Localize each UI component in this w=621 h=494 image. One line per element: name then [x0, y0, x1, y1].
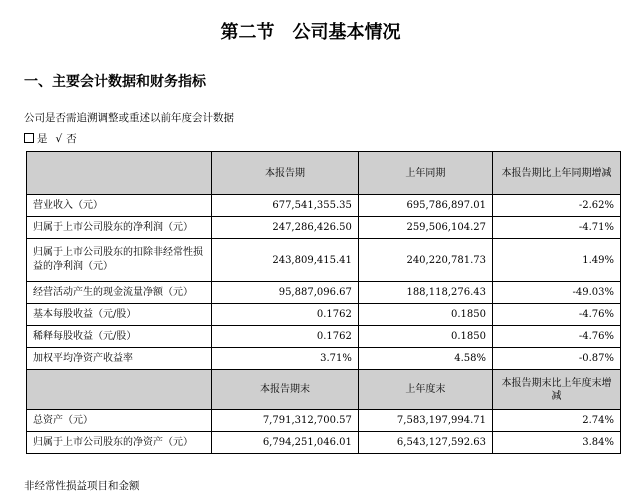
- cell-prior: 240,220,781.73: [358, 239, 492, 282]
- financial-data-table: [26, 151, 621, 454]
- cell-change: -49.03%: [492, 282, 620, 304]
- cell-change: -4.76%: [492, 304, 620, 326]
- row-label: 归属于上市公司股东的净利润（元）: [27, 217, 212, 239]
- sub-heading: 一、主要会计数据和财务指标: [24, 74, 206, 90]
- header-cell-change: 本报告期末比上年度末增减: [492, 370, 620, 410]
- header-cell-current: 本报告期末: [212, 370, 359, 410]
- cell-change: -2.62%: [492, 195, 620, 217]
- cell-current: 0.1762: [212, 304, 359, 326]
- footer-note: 非经常性损益项目和金额: [24, 480, 140, 492]
- header-cell-blank: [27, 370, 212, 410]
- row-label: 归属于上市公司股东的扣除非经常性损益的净利润（元）: [27, 239, 212, 282]
- cell-current: 95,887,096.67: [212, 282, 359, 304]
- cell-change: -4.76%: [492, 326, 620, 348]
- cell-change: 1.49%: [492, 239, 620, 282]
- table-row: [27, 239, 621, 282]
- cell-current: 7,791,312,700.57: [212, 410, 359, 432]
- cell-prior: 4.58%: [358, 348, 492, 370]
- row-label: 总资产（元）: [27, 410, 212, 432]
- cell-change: -4.71%: [492, 217, 620, 239]
- table-row: [27, 304, 621, 326]
- table-row: [27, 348, 621, 370]
- cell-prior: 0.1850: [358, 304, 492, 326]
- cell-current: 243,809,415.41: [212, 239, 359, 282]
- row-label: 稀释每股收益（元/股）: [27, 326, 212, 348]
- table-row: [27, 282, 621, 304]
- table-row: [27, 410, 621, 432]
- section-title: 第二节 公司基本情况: [220, 22, 401, 43]
- checkbox-icon: [24, 133, 34, 143]
- cell-change: -0.87%: [492, 348, 620, 370]
- cell-current: 6,794,251,046.01: [212, 432, 359, 454]
- cell-change: 3.84%: [492, 432, 620, 454]
- cell-change: 2.74%: [492, 410, 620, 432]
- row-label: 基本每股收益（元/股）: [27, 304, 212, 326]
- row-label: 归属于上市公司股东的净资产（元）: [27, 432, 212, 454]
- cell-current: 677,541,355.35: [212, 195, 359, 217]
- restatement-answer: [24, 131, 77, 146]
- check-mark: √: [55, 133, 63, 145]
- cell-prior: 259,506,104.27: [358, 217, 492, 239]
- table-header-row: [27, 370, 621, 410]
- header-cell-blank: [27, 152, 212, 195]
- cell-prior: 188,118,276.43: [358, 282, 492, 304]
- header-cell-prior: 上年度末: [358, 370, 492, 410]
- header-cell-prior: 上年同期: [358, 152, 492, 195]
- cell-prior: 7,583,197,994.71: [358, 410, 492, 432]
- cell-prior: 695,786,897.01: [358, 195, 492, 217]
- cell-current: 0.1762: [212, 326, 359, 348]
- cell-prior: 6,543,127,592.63: [358, 432, 492, 454]
- cell-prior: 0.1850: [358, 326, 492, 348]
- answer-yes-label: 是: [37, 133, 48, 145]
- table-row: [27, 326, 621, 348]
- header-cell-change: 本报告期比上年同期增减: [492, 152, 620, 195]
- answer-no-label: 否: [66, 133, 77, 145]
- row-label: 加权平均净资产收益率: [27, 348, 212, 370]
- table-header-row: [27, 152, 621, 195]
- table-row: [27, 195, 621, 217]
- cell-current: 247,286,426.50: [212, 217, 359, 239]
- restatement-question: 公司是否需追溯调整或重述以前年度会计数据: [24, 112, 234, 124]
- row-label: 营业收入（元）: [27, 195, 212, 217]
- header-cell-current: 本报告期: [212, 152, 359, 195]
- cell-current: 3.71%: [212, 348, 359, 370]
- table-row: [27, 432, 621, 454]
- table-row: [27, 217, 621, 239]
- row-label: 经营活动产生的现金流量净额（元）: [27, 282, 212, 304]
